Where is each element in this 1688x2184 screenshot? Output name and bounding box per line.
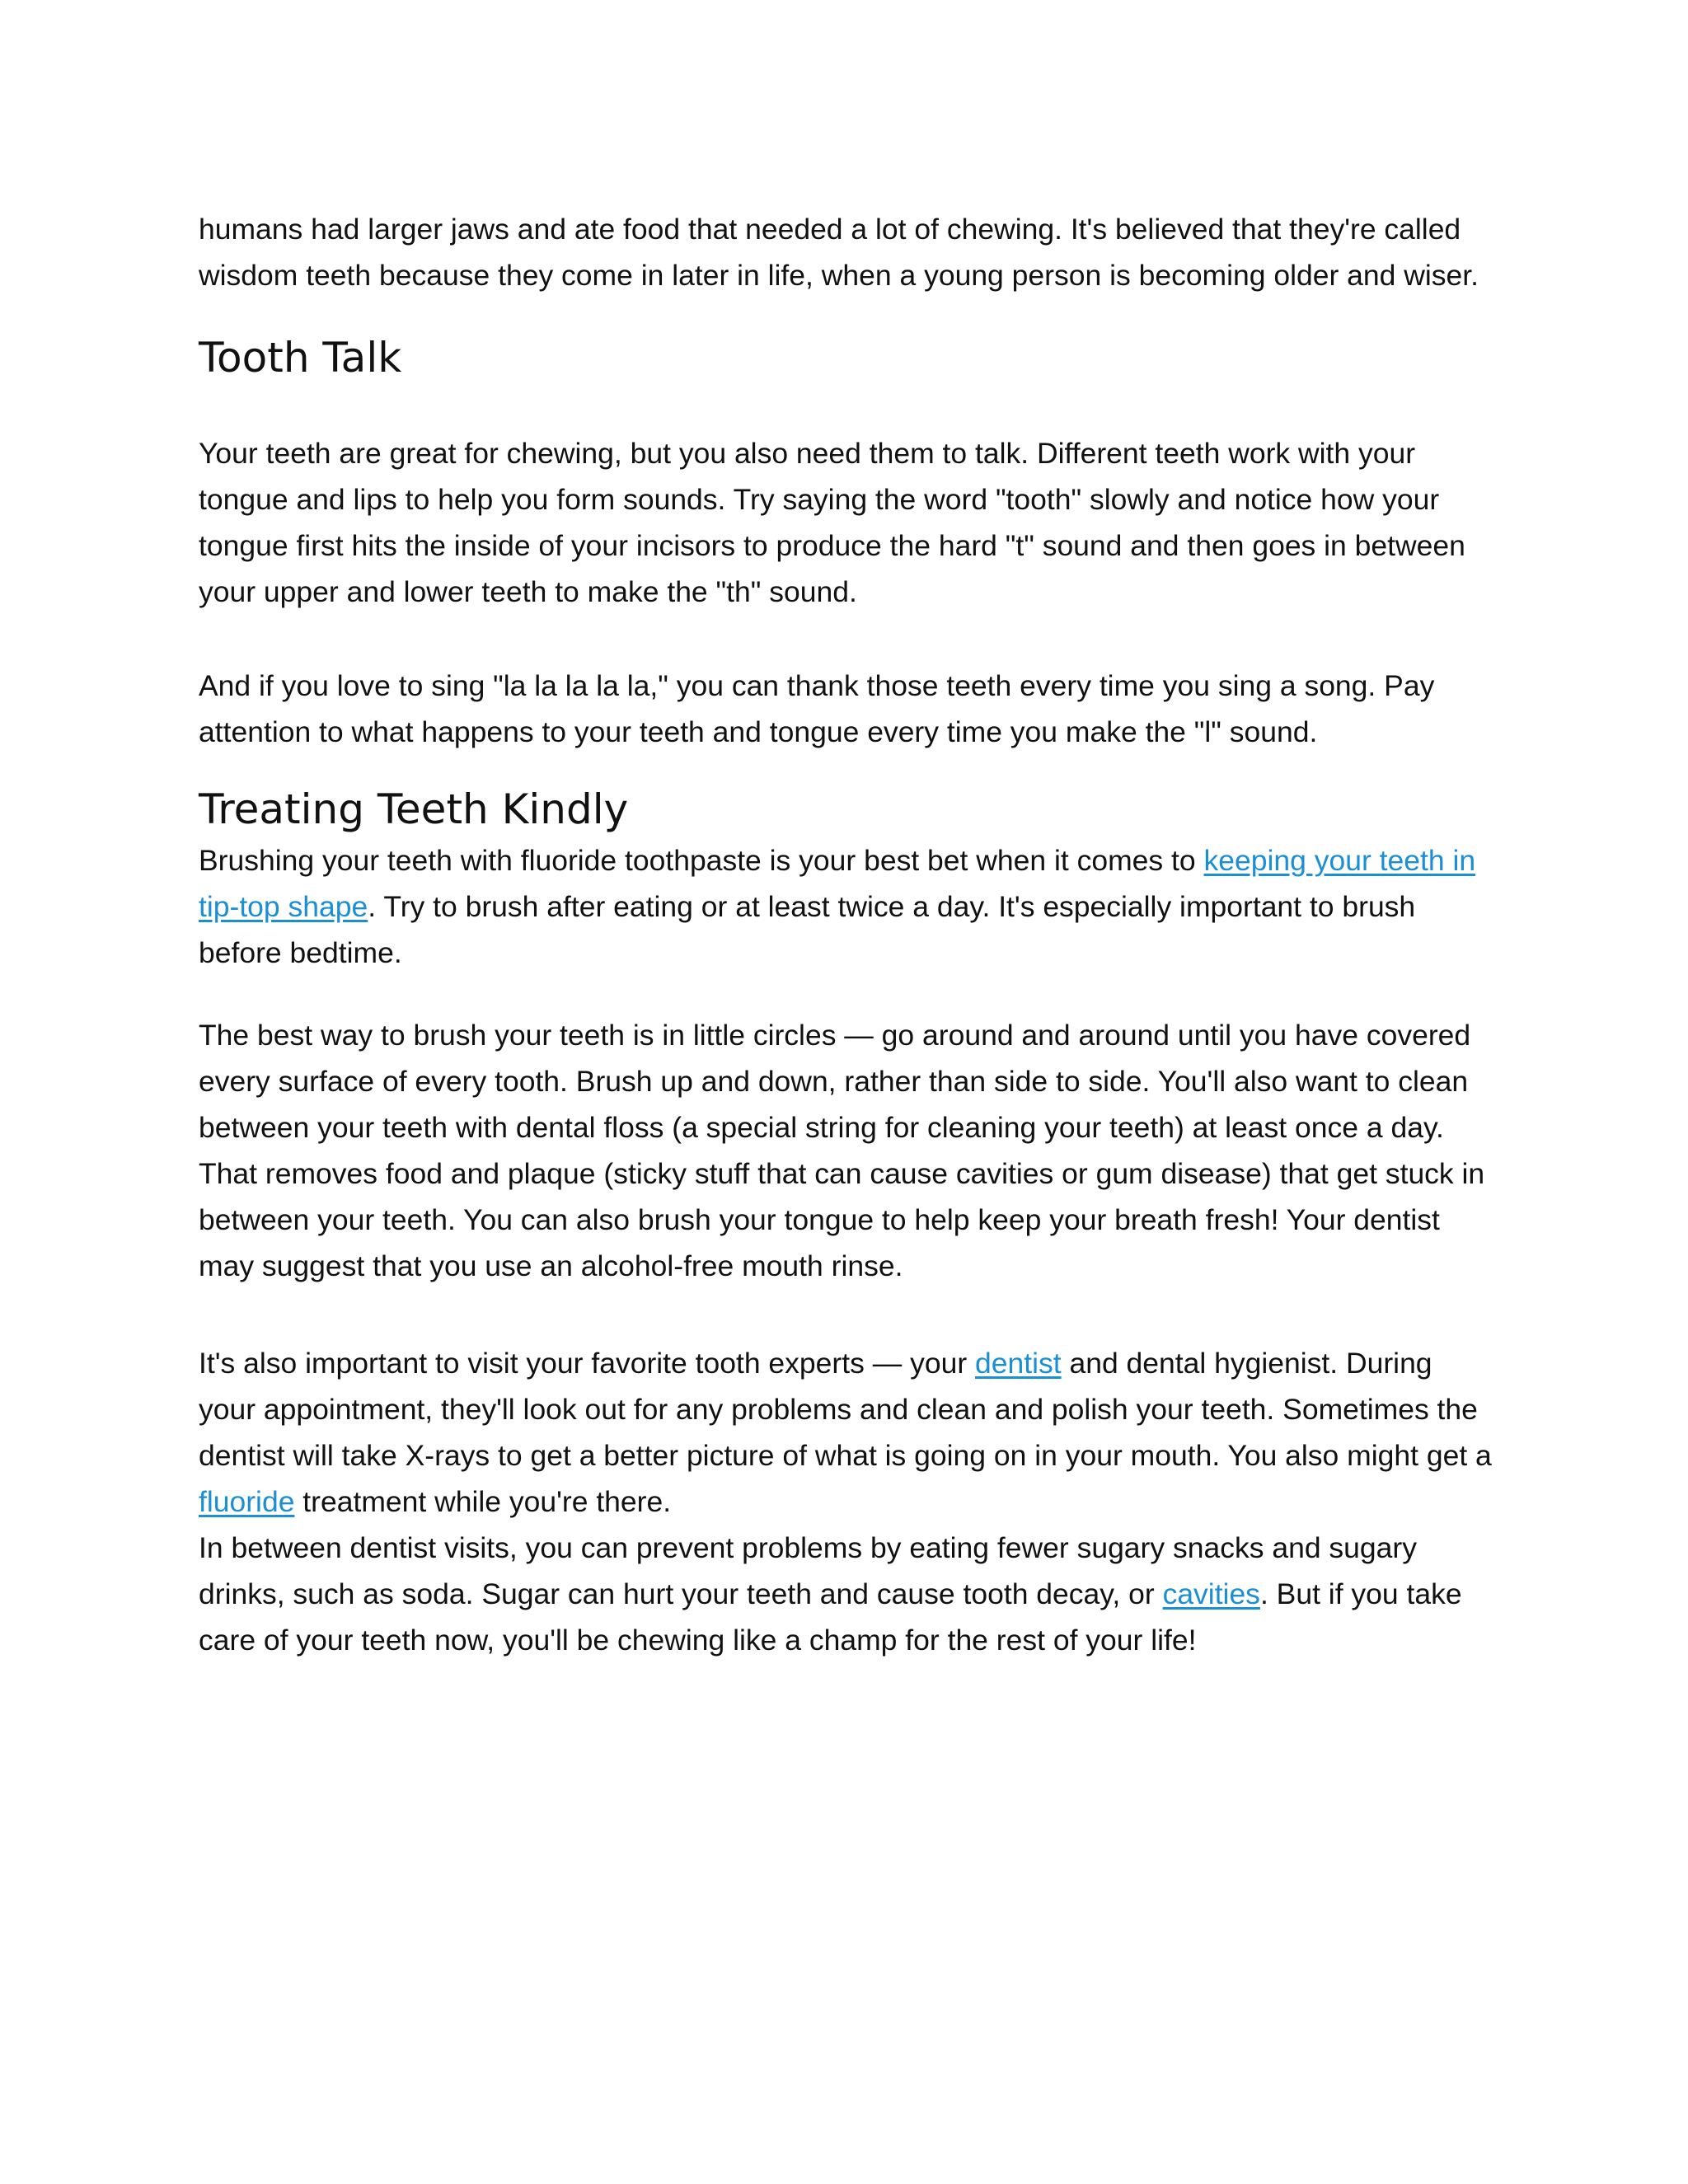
- document-page: [199, 206, 1493, 1663]
- text-run: . Try to brush after eating or at least twice a day. It's especially important to brush before bedtime.: [199, 890, 1416, 969]
- heading-tooth-talk: Tooth Talk: [199, 334, 402, 382]
- text-run: It's also important to visit your favorite tooth experts — your: [199, 1347, 975, 1380]
- text-run: and dental hygienist. During your appointment, they'll look out for any problems and clean and polish your teeth. Sometimes the dentist will take X-rays to get a better picture of what is going on in your mouth. You also might get a: [199, 1347, 1492, 1472]
- heading-treating-teeth-kindly: Treating Teeth Kindly: [199, 785, 629, 833]
- treating-paragraph-3: [199, 1340, 1493, 1525]
- link-keeping-teeth-in-shape[interactable]: keeping your teeth in tip-top shape: [199, 844, 1476, 923]
- treating-paragraph-4: [199, 1525, 1493, 1663]
- treating-paragraph-1: [199, 837, 1493, 976]
- intro-paragraph: humans had larger jaws and ate food that needed a lot of chewing. It's believed that they're called wisdom teeth because they come in later in life, when a young person is becoming older and wiser.: [199, 213, 1479, 292]
- text-run: Brushing your teeth with fluoride toothpaste is your best bet when it comes to: [199, 844, 1204, 877]
- link-fluoride[interactable]: fluoride: [199, 1485, 295, 1518]
- tooth-talk-paragraph-1: Your teeth are great for chewing, but you also need them to talk. Different teeth work with your tongue and lips to help you form sounds. Try saying the word "tooth" slowly and notice how your tongue first hits the inside of your incisors to produce the hard "t" sound and then goes in between your upper and lower teeth to make the "th" sound.: [199, 437, 1465, 608]
- treating-paragraph-2: The best way to brush your teeth is in little circles — go around and around until you have covered every surface of every tooth. Brush up and down, rather than side to side. You'll also want to clean between your teeth with dental floss (a special string for cleaning your teeth) at least once a day. That removes food and plaque (sticky stuff that can cause cavities or gum disease) that get stuck in between your teeth. You can also brush your tongue to help keep your breath fresh! Your dentist may suggest that you use an alcohol-free mouth rinse.: [199, 1019, 1485, 1282]
- spacer: [199, 384, 1493, 430]
- link-dentist[interactable]: dentist: [975, 1347, 1062, 1380]
- spacer: [199, 1289, 1493, 1340]
- text-run: . But if you take care of your teeth now, you'll be chewing like a champ for the rest of your life!: [199, 1577, 1462, 1657]
- spacer: [199, 615, 1493, 663]
- spacer: [199, 298, 1493, 331]
- link-cavities[interactable]: cavities: [1162, 1577, 1260, 1610]
- spacer: [199, 755, 1493, 783]
- tooth-talk-paragraph-2: And if you love to sing "la la la la la," you can thank those teeth every time you sing a song. Pay attention to what happens to your teeth and tongue every time you make the "l" sound.: [199, 669, 1435, 748]
- text-run: In between dentist visits, you can prevent problems by eating fewer sugary snacks and sugary drinks, such as soda. Sugar can hurt your teeth and cause tooth decay, or: [199, 1531, 1417, 1610]
- text-run: treatment while you're there.: [294, 1485, 672, 1518]
- spacer: [199, 976, 1493, 1012]
